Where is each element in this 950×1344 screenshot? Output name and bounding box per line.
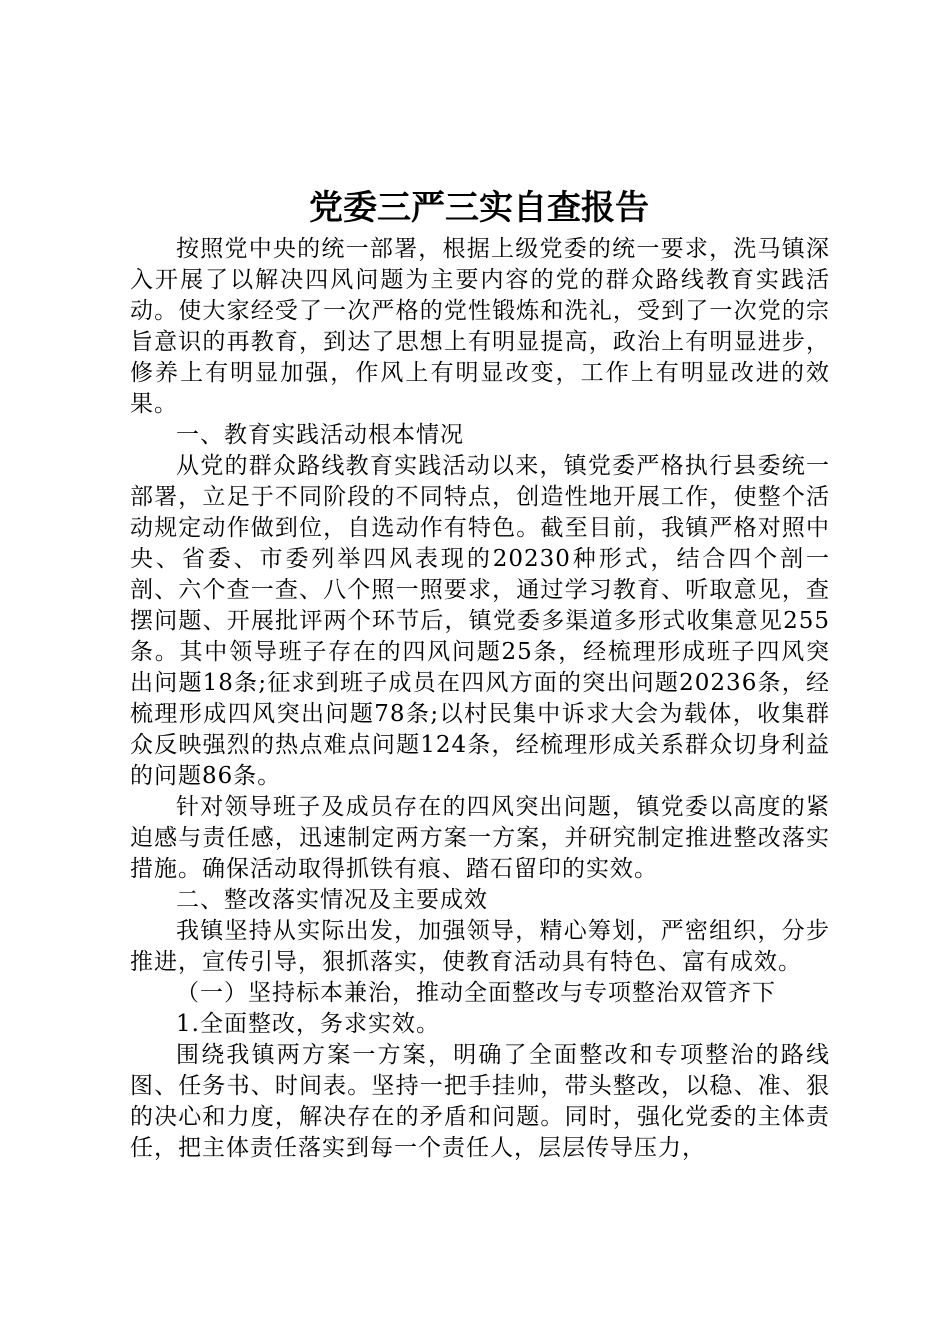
document-body — [130, 234, 830, 1164]
body-paragraph: 针对领导班子及成员存在的四风突出问题，镇党委以高度的紧迫感与责任感，迅速制定两方案一方案，并研究制定推进整改落实措施。确保活动取得抓铁有痕、踏石留印的实效。 — [130, 794, 830, 882]
body-paragraph: 我镇坚持从实际出发，加强领导，精心筹划，严密组织，分步推进，宣传引导，狠抓落实，使教育活动具有特色、富有成效。 — [130, 918, 830, 975]
intro-paragraph: 按照党中央的统一部署，根据上级党委的统一要求，洗马镇深入开展了以解决四风问题为主要内容的党的群众路线教育实践活动。使大家经受了一次严格的党性锻炼和洗礼，受到了一次党的宗旨意识的再教育，到达了思想上有明显提高，政治上有明显进步，修养上有明显加强，作风上有明显改变，工作上有明显改进的效果。 — [130, 236, 830, 417]
body-paragraph: 从党的群众路线教育实践活动以来，镇党委严格执行县委统一部署，立足于不同阶段的不同特点，创造性地开展工作，使整个活动规定动作做到位，自选动作有特色。截至目前，我镇严格对照中央、省委、市委列举四风表现的20230种形式，结合四个剖一剖、六个查一查、八个照一照要求，通过学习教育、听取意见，查摆问题、开展批评两个环节后，镇党委多渠道多形式收集意见255条。其中领导班子存在的四风问题25条，经梳理形成班子四风突出问题18条;征求到班子成员在四风方面的突出问题20236条，经梳理形成四风突出问题78条;以村民集中诉求大会为载体，收集群众反映强烈的热点难点问题124条，经梳理形成关系群众切身利益的问题86条。 — [130, 453, 830, 789]
section-heading-1: 一、教育实践活动根本情况 — [176, 422, 464, 448]
numbered-item: 1.全面整改，务求实效。 — [176, 1011, 440, 1037]
document-title: 党委三严三实自查报告 — [309, 188, 649, 228]
body-paragraph: 围绕我镇两方案一方案，明确了全面整改和专项整治的路线图、任务书、时间表。坚持一把手挂帅，带头整改，以稳、准、狠的决心和力度，解决存在的矛盾和问题。同时，强化党委的主体责任，把主体责任落实到每一个责任人，层层传导压力， — [130, 1042, 830, 1161]
subsection-heading: （一）坚持标本兼治，推动全面整改与专项整治双管齐下 — [176, 980, 776, 1006]
section-heading-2: 二、整改落实情况及主要成效 — [176, 887, 488, 913]
